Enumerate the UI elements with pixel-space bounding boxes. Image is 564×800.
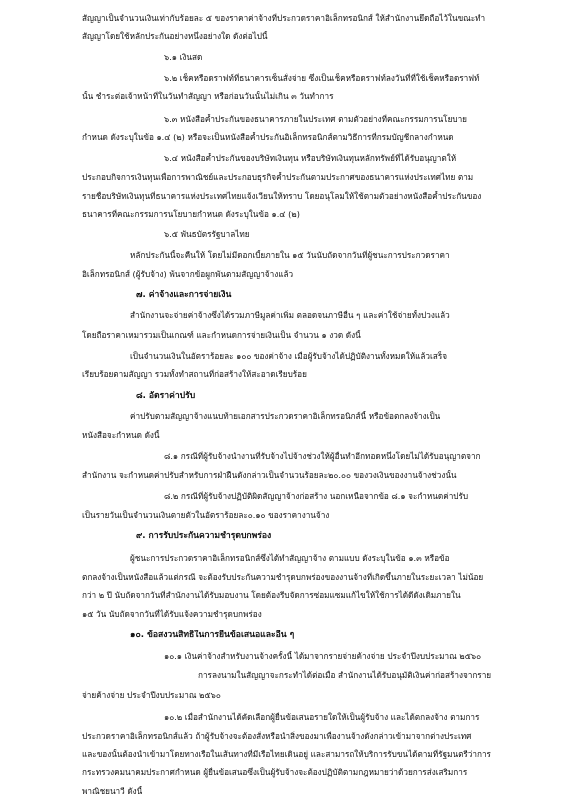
text-line: หนังสือจะกำหนด ดังนี้ bbox=[82, 429, 160, 440]
text-line: สำนักงาน จะกำหนดค่าปรับสำหรับการฝ่าฝืนดังกล่าวเป็นจำนวนร้อยละ๒๐.๐๐ ของวงเงินของงานจ้างช่วงนั้น bbox=[82, 470, 457, 481]
text-line: ๖.๔ หนังสือค้ำประกันของบริษัทเงินทุน หรือบริษัทเงินทุนหลักทรัพย์ที่ได้รับอนุญาตให้ bbox=[164, 152, 457, 163]
section-heading: ๘. อัตราค่าปรับ bbox=[136, 390, 196, 401]
text-line: อิเล็กทรอนิกส์ (ผู้รับจ้าง) พ้นจากข้อผูกพันตามสัญญาจ้างแล้ว bbox=[82, 268, 294, 279]
text-line: ๑๕ วัน นับถัดจากวันที่ได้รับแจ้งความชำรุดบกพร่อง bbox=[82, 609, 262, 620]
text-line: นั้น ชำระต่อเจ้าหน้าที่ในวันทำสัญญา หรือก่อนวันนั้นไม่เกิน ๓ วันทำการ bbox=[82, 91, 334, 101]
section-heading: ๗. ค่าจ้างและการจ่ายเงิน bbox=[136, 289, 232, 300]
text-line: ๘.๒ กรณีที่ผู้รับจ้างปฏิบัติผิดสัญญาจ้างก่อสร้าง นอกเหนือจากข้อ ๘.๑ จะกำหนดค่าปรับ bbox=[164, 491, 469, 502]
text-line: สำนักงานจะจ่ายค่าจ้างซึ่งได้รวมภาษีมูลค่าเพิ่ม ตลอดจนภาษีอื่น ๆ และค่าใช้จ่ายทั้งปวงแล้ว bbox=[130, 309, 450, 320]
text-line: สัญญาเป็นจำนวนเงินเท่ากับร้อยละ ๕ ของราคาค่าจ้างที่ประกวดราคาอิเล็กทรอนิกส์ ให้สำนักงานยึดถือไว้ในขณะทำ bbox=[82, 13, 486, 23]
text-line: เป็นรายวันเป็นจำนวนเงินตายตัวในอัตราร้อยละ๐.๑๐ ของราคางานจ้าง bbox=[82, 510, 330, 521]
text-line: ๖.๓ หนังสือค้ำประกันของธนาคารภายในประเทศ ตามตัวอย่างที่คณะกรรมการนโยบาย bbox=[164, 113, 467, 124]
text-line: ๘.๑ กรณีที่ผู้รับจ้างนำงานที่รับจ้างไปจ้างช่วงให้ผู้อื่นทำอีกทอดหนึ่งโดยไม่ได้รับอนุญาตจาก bbox=[164, 451, 481, 462]
text-line: ประกวดราคาอิเล็กทรอนิกส์แล้ว ถ้าผู้รับจ้างจะต้องสั่งหรือนำสิ่งของมาเพื่องานจ้างดังกล่าวเข้ามาจากต่างประเทศ bbox=[82, 730, 472, 741]
text-line: กว่า ๒ ปี นับถัดจากวันที่สำนักงานได้รับมอบงาน โดยต้องรีบจัดการซ่อมแซมแก้ไขให้ใช้การได้ดีดังเดิมภายใน bbox=[82, 590, 461, 601]
text-line: หลักประกันนี้จะคืนให้ โดยไม่มีดอกเบี้ยภายใน ๑๕ วันนับถัดจากวันที่ผู้ชนะการประกวดราคา bbox=[130, 249, 450, 260]
text-line: ประกอบกิจการเงินทุนเพื่อการพาณิชย์และประกอบธุรกิจค้ำประกันตามประกาศของธนาคารแห่งประเทศไทย ตาม bbox=[82, 171, 474, 182]
text-line: จ่ายค้างจ่าย ประจำปีงบประมาณ ๒๕๖๐ bbox=[82, 690, 221, 700]
text-line: ๑๐.๒ เมื่อสำนักงานได้คัดเลือกผู้ยื่นข้อเสนอรายใดให้เป็นผู้รับจ้าง และได้ตกลงจ้าง ตามการ bbox=[164, 711, 480, 722]
section-heading: ๙. การรับประกันความชำรุดบกพร่อง bbox=[136, 531, 272, 542]
text-line: โดยถือราคาเหมารวมเป็นเกณฑ์ และกำหนดการจ่ายเงินเป็น จำนวน ๑ งวด ดังนี้ bbox=[82, 329, 361, 340]
text-line: ธนาคารที่คณะกรรมการนโยบายกำหนด ดังระบุในข้อ ๑.๔ (๒) bbox=[82, 208, 300, 219]
section-heading: ๑๐. ข้อสงวนสิทธิในการยื่นข้อเสนอและอื่น ๆ bbox=[130, 630, 295, 641]
text-line: ตกลงจ้างเป็นหนังสือแล้วแต่กรณี จะต้องรับประกันความชำรุดบกพร่องของงานจ้างที่เกิดขึ้นภายในระยะเวลา ไม่น้อย bbox=[82, 572, 484, 583]
text-line: ผู้ชนะการประกวดราคาอิเล็กทรอนิกส์ซึ่งได้ทำสัญญาจ้าง ตามแบบ ดังระบุในข้อ ๑.๓ หรือข้อ bbox=[130, 553, 450, 564]
text-line: เป็นจำนวนเงินในอัตราร้อยละ ๑๐๐ ของค่าจ้าง เมื่อผู้รับจ้างได้ปฏิบัติงานทั้งหมดให้แล้วเสร็จ bbox=[130, 350, 448, 361]
text-line: พาณิชยนาวี ดังนี้ bbox=[82, 786, 143, 796]
text-line: เรียบร้อยตามสัญญา รวมทั้งทำสถานที่ก่อสร้างให้สะอาดเรียบร้อย bbox=[82, 368, 307, 379]
text-line: กำหนด ดังระบุในข้อ ๑.๔ (๒) หรือจะเป็นหนังสือค้ำประกันอิเล็กทรอนิกส์ตามวิธีการที่กรมบัญชีกลางกำหนด bbox=[82, 131, 454, 142]
text-line: ๖.๕ พันธบัตรรัฐบาลไทย bbox=[164, 228, 250, 239]
text-line: ๖.๑ เงินสด bbox=[164, 52, 203, 62]
text-line: และของนั้นต้องนำเข้ามาโดยทางเรือในเส้นทางที่มีเรือไทยเดินอยู่ และสามารถให้บริการรับขนได้ตามที่รัฐมนตรีว่าการ bbox=[82, 748, 491, 759]
text-line: ๖.๒ เช็คหรือดราฟท์ที่ธนาคารเซ็นสั่งจ่าย ซึ่งเป็นเช็คหรือดราฟท์ลงวันที่ที่ใช้เช็คหรือดราฟท์ bbox=[164, 72, 480, 83]
text-line: กระทรวงคมนาคมประกาศกำหนด ผู้ยื่นข้อเสนอซึ่งเป็นผู้รับจ้างจะต้องปฏิบัติตามกฎหมายว่าด้วยการส่งเสริมการ bbox=[82, 767, 468, 777]
text-line: สัญญาโดยใช้หลักประกันอย่างหนึ่งอย่างใด ดังต่อไปนี้ bbox=[82, 31, 268, 42]
text-line: การลงนามในสัญญาจะกระทำได้ต่อเมื่อ สำนักงานได้รับอนุมัติเงินค่าก่อสร้างจากราย bbox=[198, 670, 492, 680]
text-line: ๑๐.๑ เงินค่าจ้างสำหรับงานจ้างครั้งนี้ ได้มาจากรายจ่ายค้างจ่าย ประจำปีงบประมาณ ๒๕๖๐ bbox=[164, 651, 482, 661]
text-line: ค่าปรับตามสัญญาจ้างแนบท้ายเอกสารประกวดราคาอิเล็กทรอนิกส์นี้ หรือข้อตกลงจ้างเป็น bbox=[130, 411, 441, 422]
text-line: รายชื่อบริษัทเงินทุนที่ธนาคารแห่งประเทศไทยแจ้งเวียนให้ทราบ โดยอนุโลมให้ใช้ตามตัวอย่างหนังสือค้ำประกันของ bbox=[82, 190, 482, 201]
